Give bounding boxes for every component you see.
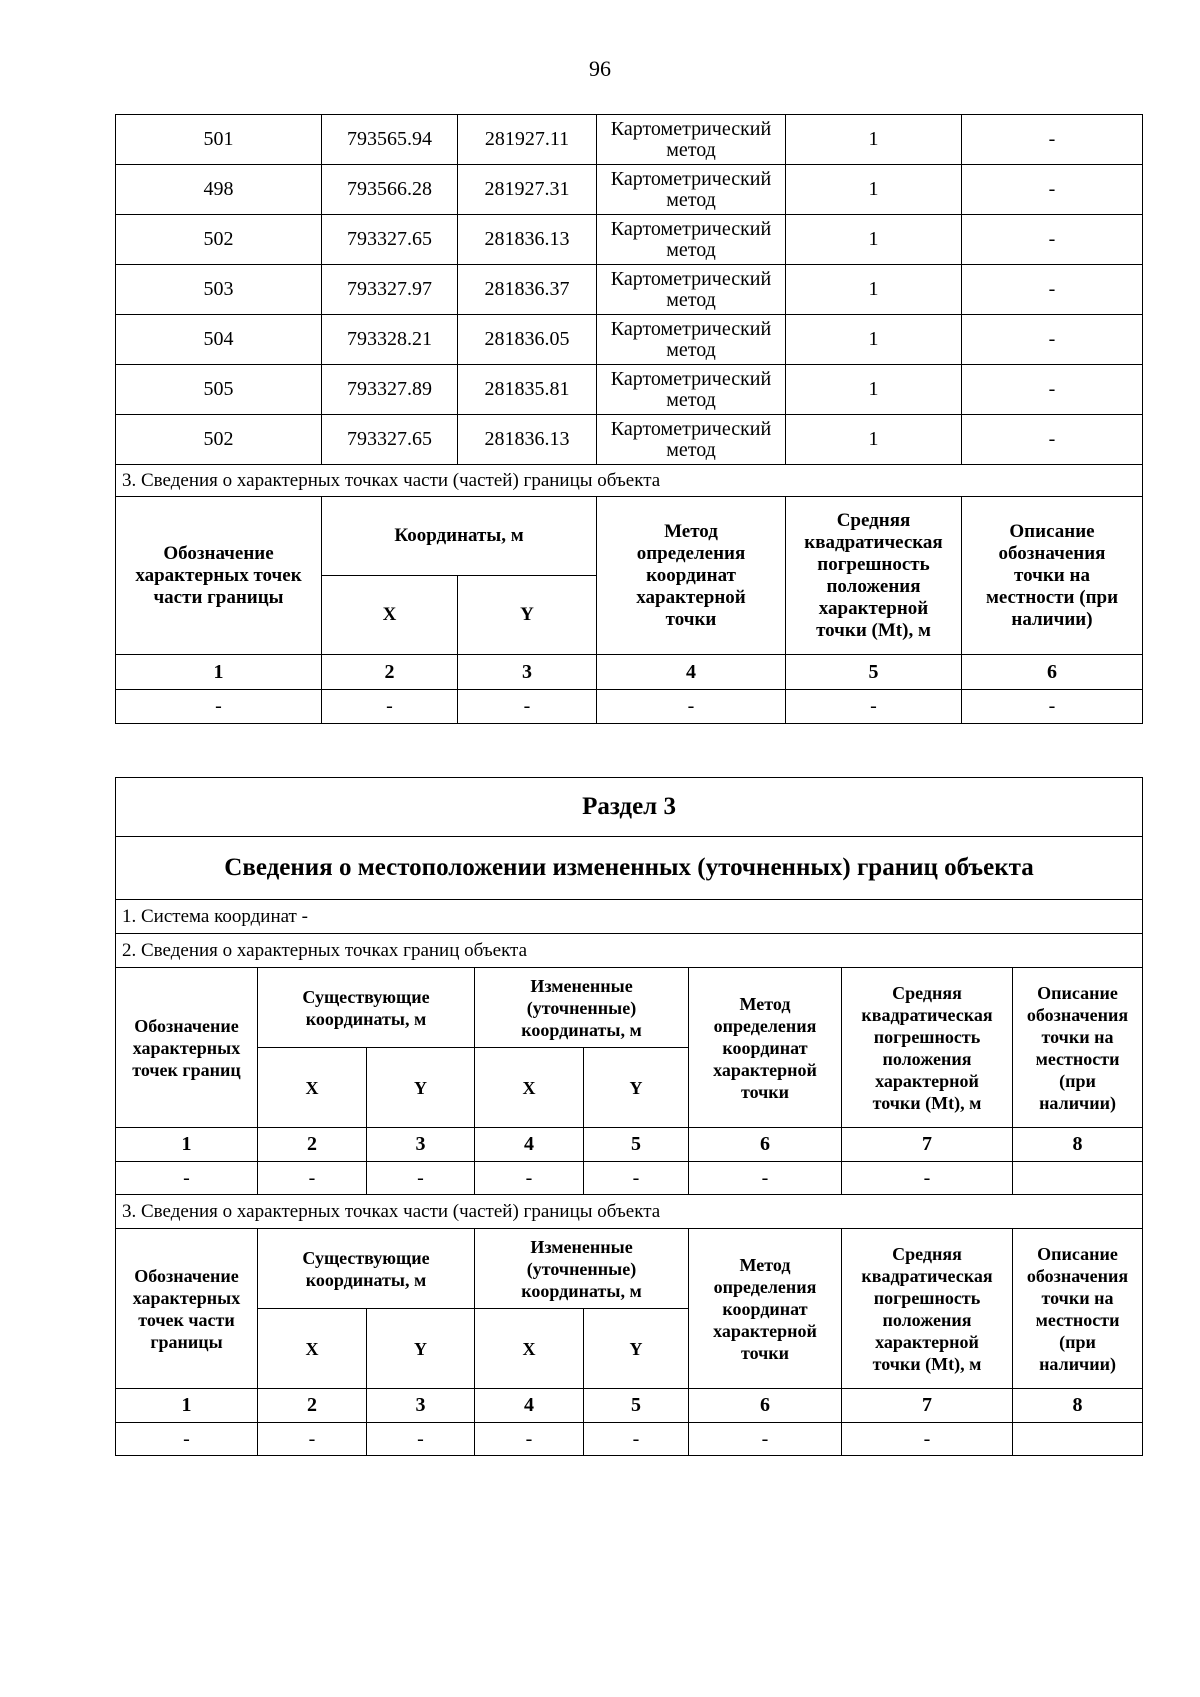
coord-x: 793327.89 xyxy=(322,365,458,415)
mean-error: 1 xyxy=(786,415,962,465)
header-point-designation: Обозначение характерных точек границ xyxy=(116,968,258,1128)
point-number: 505 xyxy=(116,365,322,415)
column-numbers-row: 1 2 3 4 5 6 xyxy=(116,655,1143,690)
mean-error: 1 xyxy=(786,165,962,215)
header-changed-x: X xyxy=(475,1048,584,1128)
mean-error: 1 xyxy=(786,215,962,265)
method: Картометрический метод xyxy=(597,415,786,465)
empty-data-row: - - - - - - xyxy=(116,690,1143,724)
header-method: Метод определения координат характерной точки xyxy=(689,1229,842,1389)
coord-y: 281836.05 xyxy=(458,315,597,365)
method: Картометрический метод xyxy=(597,365,786,415)
point-number: 501 xyxy=(116,115,322,165)
header-existing-x: X xyxy=(258,1309,367,1389)
mean-error: 1 xyxy=(786,265,962,315)
parts-section-title: 3. Сведения о характерных точках части (частей) границы объекта xyxy=(116,1195,1143,1229)
table-row xyxy=(116,215,1143,265)
coord-y: 281927.31 xyxy=(458,165,597,215)
method: Картометрический метод xyxy=(597,265,786,315)
method: Картометрический метод xyxy=(597,115,786,165)
coord-x: 793327.65 xyxy=(322,415,458,465)
coord-x: 793327.65 xyxy=(322,215,458,265)
section-subtitle: Сведения о местоположении измененных (уточненных) границ объекта xyxy=(116,837,1143,900)
table-row xyxy=(116,365,1143,415)
header-part-point-designation: Обозначение характерных точек части границы xyxy=(116,1229,258,1389)
points-table xyxy=(115,114,1143,724)
header-point-designation: Обозначение характерных точек части границы xyxy=(116,497,322,655)
header-existing-y: Y xyxy=(367,1309,475,1389)
header-mean-error: Средняя квадратическая погрешность положения характерной точки (Mt), м xyxy=(786,497,962,655)
header-description: Описание обозначения точки на местности (при наличии) xyxy=(962,497,1143,655)
table-row xyxy=(116,415,1143,465)
empty-data-row: - - - - - - - xyxy=(116,1162,1143,1195)
point-number: 503 xyxy=(116,265,322,315)
coord-x: 793565.94 xyxy=(322,115,458,165)
header-existing-y: Y xyxy=(367,1048,475,1128)
header-existing-coords: Существующие координаты, м xyxy=(258,1229,475,1309)
table-row xyxy=(116,265,1143,315)
header-description: Описание обозначения точки на местности (при наличии) xyxy=(1013,968,1143,1128)
header-changed-x: X xyxy=(475,1309,584,1389)
header-changed-coords: Измененные (уточненные) координаты, м xyxy=(475,1229,689,1309)
description: - xyxy=(962,365,1143,415)
description: - xyxy=(962,265,1143,315)
coord-x: 793327.97 xyxy=(322,265,458,315)
header-x: X xyxy=(322,576,458,655)
mean-error: 1 xyxy=(786,365,962,415)
header-changed-y: Y xyxy=(584,1309,689,1389)
point-number: 502 xyxy=(116,215,322,265)
point-number: 498 xyxy=(116,165,322,215)
mean-error: 1 xyxy=(786,315,962,365)
header-y: Y xyxy=(458,576,597,655)
mean-error: 1 xyxy=(786,115,962,165)
section-title: Раздел 3 xyxy=(116,778,1143,837)
header-existing-x: X xyxy=(258,1048,367,1128)
description: - xyxy=(962,165,1143,215)
coord-x: 793566.28 xyxy=(322,165,458,215)
table-row xyxy=(116,165,1143,215)
section3-table xyxy=(115,777,1143,1456)
page-number: 96 xyxy=(589,56,611,81)
parts-section-title: 3. Сведения о характерных точках части (частей) границы объекта xyxy=(116,465,1143,497)
coordinate-system: 1. Система координат - xyxy=(116,900,1143,934)
column-numbers-row: 1 2 3 4 5 6 7 8 xyxy=(116,1128,1143,1162)
point-number: 502 xyxy=(116,415,322,465)
method: Картометрический метод xyxy=(597,315,786,365)
method: Картометрический метод xyxy=(597,165,786,215)
description: - xyxy=(962,215,1143,265)
column-numbers-row: 1 2 3 4 5 6 7 8 xyxy=(116,1389,1143,1423)
header-method: Метод определения координат характерной точки xyxy=(689,968,842,1128)
coord-x: 793328.21 xyxy=(322,315,458,365)
description: - xyxy=(962,115,1143,165)
points-section-title: 2. Сведения о характерных точках границ объекта xyxy=(116,934,1143,968)
coord-y: 281836.13 xyxy=(458,415,597,465)
table-row xyxy=(116,315,1143,365)
empty-data-row: - - - - - - - xyxy=(116,1423,1143,1456)
coord-y: 281835.81 xyxy=(458,365,597,415)
header-description: Описание обозначения точки на местности (при наличии) xyxy=(1013,1229,1143,1389)
header-changed-coords: Измененные (уточненные) координаты, м xyxy=(475,968,689,1048)
coord-y: 281927.11 xyxy=(458,115,597,165)
header-mean-error: Средняя квадратическая погрешность положения характерной точки (Mt), м xyxy=(842,968,1013,1128)
header-changed-y: Y xyxy=(584,1048,689,1128)
method: Картометрический метод xyxy=(597,215,786,265)
table-row xyxy=(116,115,1143,165)
point-number: 504 xyxy=(116,315,322,365)
header-mean-error: Средняя квадратическая погрешность положения характерной точки (Mt), м xyxy=(842,1229,1013,1389)
coord-y: 281836.13 xyxy=(458,215,597,265)
description: - xyxy=(962,415,1143,465)
description: - xyxy=(962,315,1143,365)
header-existing-coords: Существующие координаты, м xyxy=(258,968,475,1048)
coord-y: 281836.37 xyxy=(458,265,597,315)
header-method: Метод определения координат характерной точки xyxy=(597,497,786,655)
header-coordinates: Координаты, м xyxy=(322,497,597,576)
